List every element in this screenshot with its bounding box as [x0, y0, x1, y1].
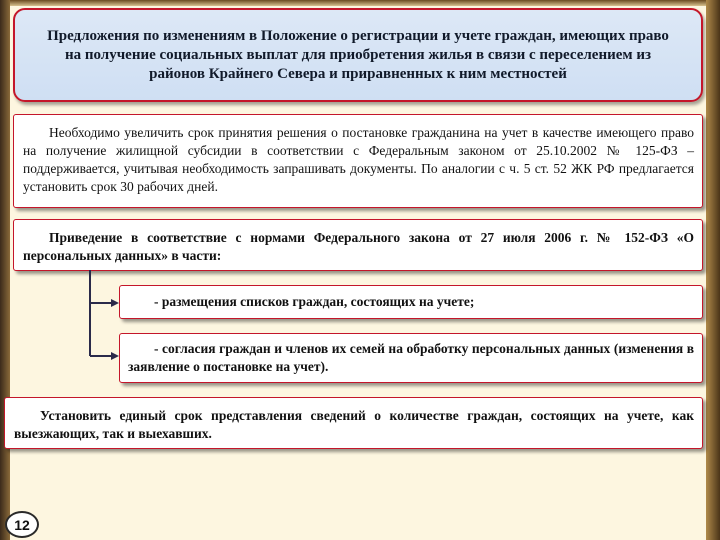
- sub-item-consent: - согласия граждан и членов их семей на обработку персональных данных (изменения в заявление о постановке на учет).: [119, 333, 703, 383]
- top-edge-decoration: [0, 0, 720, 6]
- personal-data-block: Приведение в соответствие с нормами Федерального закона от 27 июля 2006 г. № 152-ФЗ «О персональных данных» в части:: [13, 219, 703, 271]
- connector-arrow-2-head: [111, 352, 119, 360]
- left-edge-decoration: [0, 0, 10, 540]
- title-box: [13, 8, 703, 102]
- sub-item-lists: - размещения списков граждан, состоящих на учете;: [119, 285, 703, 319]
- page-number-badge: 12: [5, 511, 39, 538]
- right-edge-decoration: [706, 0, 720, 540]
- unified-term-block: Установить единый срок представления сведений о количестве граждан, состоящих на учете, как выезжающих, так и выехавших.: [4, 397, 703, 449]
- page-title: Предложения по изменениям в Положение о регистрации и учете граждан, имеющих право на получение социальных выплат для приобретения жилья в связи с переселением из районов Крайнего Севера и приравненных к ним местностей: [47, 27, 669, 82]
- connector-arrow-1-head: [111, 299, 119, 307]
- subsidy-term-block: Необходимо увеличить срок принятия решения о постановке гражданина на учет в качестве имеющего право на получение жилищной субсидии в соответствии с Федеральным законом от 25.10.2002 № 125-ФЗ – поддерживается, учитывая необходимость запрашивать документы. По аналогии с ч. 5 ст. 52 ЖК РФ предлагается установить срок 30 рабочих дней.: [13, 114, 703, 208]
